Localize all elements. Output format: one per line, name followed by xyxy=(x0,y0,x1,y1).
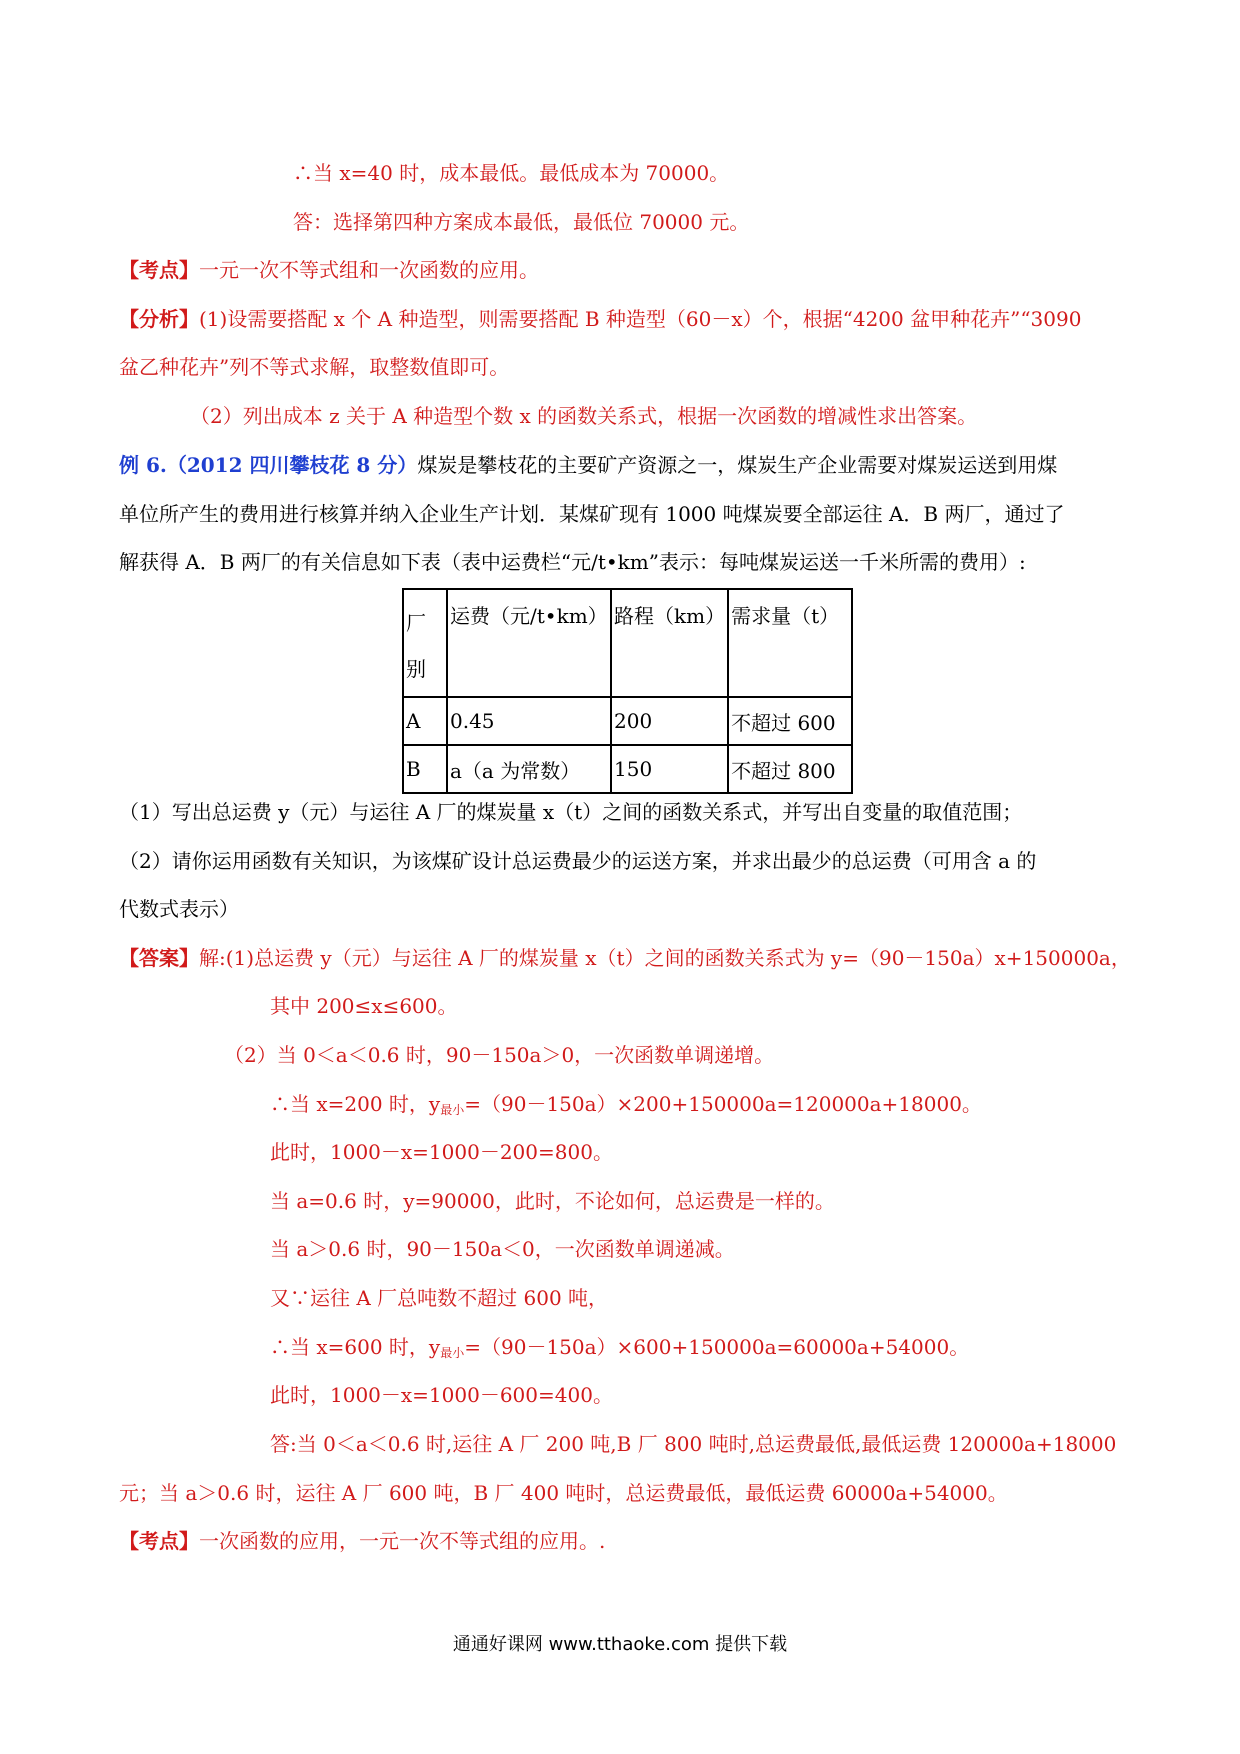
example-title-line xyxy=(119,452,1130,478)
table-header-row xyxy=(403,589,852,697)
knowledge-point-2-tag: 【考点】 xyxy=(119,1529,199,1553)
table-cell: a（a 为常数） xyxy=(447,745,611,793)
table-header-cell: 需求量（t） xyxy=(728,589,852,697)
question-1: （1）写出总运费 y（元）与运往 A 厂的煤炭量 x（t）之间的函数关系式，并写出自变量的取值范围； xyxy=(119,800,1023,824)
analysis-tag: 【分析】 xyxy=(119,307,199,331)
example-label: 例 6.（2012 四川攀枝花 8 分） xyxy=(119,453,418,477)
analysis-line-3: （2）列出成本 z 关于 A 种造型个数 x 的函数关系式，根据一次函数的增减性求出答案。 xyxy=(190,404,978,428)
solution-line-2: 答：选择第四种方案成本最低，最低位 70000 元。 xyxy=(293,210,750,234)
table-cell: B xyxy=(403,745,447,793)
table-header-cell: 路程（km） xyxy=(611,589,728,697)
answer-line-9-pre: ∴当 x=600 时，y xyxy=(270,1335,441,1359)
table-cell: A xyxy=(403,697,447,745)
answer-line-9-sub: 最小 xyxy=(440,1346,465,1360)
table-header-cell xyxy=(403,589,447,697)
answer-line-9 xyxy=(270,1334,1130,1366)
solution-line-1: ∴当 x=40 时，成本最低。最低成本为 70000。 xyxy=(293,161,730,185)
answer-line-4-pre: ∴当 x=200 时，y xyxy=(270,1092,441,1116)
answer-line-4-sub: 最小 xyxy=(440,1103,465,1117)
knowledge-point-text: 一元一次不等式组和一次函数的应用。 xyxy=(199,258,539,282)
analysis-line-2: 盆乙种花卉”列不等式求解，取整数值即可。 xyxy=(119,355,510,379)
answer-line-7: 当 a＞0.6 时，90－150a＜0，一次函数单调递减。 xyxy=(270,1237,735,1261)
answer-line-9-post: =（90－150a）×600+150000a=60000a+54000。 xyxy=(464,1335,970,1359)
header-factory: 厂 别 xyxy=(406,611,426,681)
example-text: 煤炭是攀枝花的主要矿产资源之一，煤炭生产企业需要对煤炭运送到用煤 xyxy=(417,453,1058,477)
question-2-line-1: （2）请你运用函数有关知识，为该煤矿设计总运费最少的运送方案，并求出最少的总运费（可用含 a 的 xyxy=(119,849,1037,873)
answer-line-4-post: =（90－150a）×200+150000a=120000a+18000。 xyxy=(464,1092,982,1116)
table-header-cell: 运费（元/t•km） xyxy=(447,589,611,697)
table-row xyxy=(403,745,852,793)
answer-tag: 【答案】 xyxy=(119,946,199,970)
example-line-3: 解获得 A．B 两厂的有关信息如下表（表中运费栏“元/t•km”表示：每吨煤炭运送一千米所需的费用）: xyxy=(119,550,1026,574)
answer-prefix: 解: xyxy=(199,946,226,970)
table-row xyxy=(403,697,852,745)
table-cell: 不超过 600 xyxy=(728,697,852,745)
answer-line-2: 其中 200≤x≤600。 xyxy=(270,994,458,1018)
answer-line-11: 答:当 0＜a＜0.6 时,运往 A 厂 200 吨,B 厂 800 吨时,总运费最低,最低运费 120000a+18000 xyxy=(270,1432,1117,1456)
factory-info-table xyxy=(402,588,853,794)
table-cell: 不超过 800 xyxy=(728,745,852,793)
answer-line-8: 又∵运往 A 厂总吨数不超过 600 吨， xyxy=(270,1286,609,1310)
answer-line-6: 当 a=0.6 时，y=90000，此时，不论如何，总运费是一样的。 xyxy=(270,1189,835,1213)
example-line-2: 单位所产生的费用进行核算并纳入企业生产计划．某煤矿现有 1000 吨煤炭要全部运往 A．B 两厂，通过了 xyxy=(119,502,1065,526)
knowledge-point-tag: 【考点】 xyxy=(119,258,199,282)
analysis-text: (1)设需要搭配 x 个 A 种造型，则需要搭配 B 种造型（60－x）个，根据“4200 盆甲种花卉”“3090 xyxy=(199,307,1082,331)
answer-line-5: 此时，1000－x=1000－200=800。 xyxy=(270,1140,613,1164)
answer-text: (1)总运费 y（元）与运往 A 厂的煤炭量 x（t）之间的函数关系式为 y=（90－150a）x+150000a， xyxy=(225,946,1131,970)
table-cell: 150 xyxy=(611,745,728,793)
answer-line-3: （2）当 0＜a＜0.6 时，90－150a＞0，一次函数单调递增。 xyxy=(224,1043,775,1067)
table-cell: 200 xyxy=(611,697,728,745)
question-2-line-2: 代数式表示） xyxy=(119,897,239,921)
analysis-line-1 xyxy=(119,306,1130,332)
answer-line-10: 此时，1000－x=1000－600=400。 xyxy=(270,1383,613,1407)
answer-line-12: 元；当 a＞0.6 时，运往 A 厂 600 吨，B 厂 400 吨时，总运费最低，最低运费 60000a+54000。 xyxy=(119,1481,1008,1505)
knowledge-point-2-text: 一次函数的应用，一元一次不等式组的应用。. xyxy=(199,1529,606,1553)
page-footer: 通通好课网 www.tthaoke.com 提供下载 xyxy=(452,1634,788,1655)
answer-line-4 xyxy=(270,1091,1130,1123)
table-cell: 0.45 xyxy=(447,697,611,745)
knowledge-point-1 xyxy=(119,257,1130,283)
knowledge-point-2 xyxy=(119,1528,1130,1554)
answer-line-1 xyxy=(119,945,1130,971)
